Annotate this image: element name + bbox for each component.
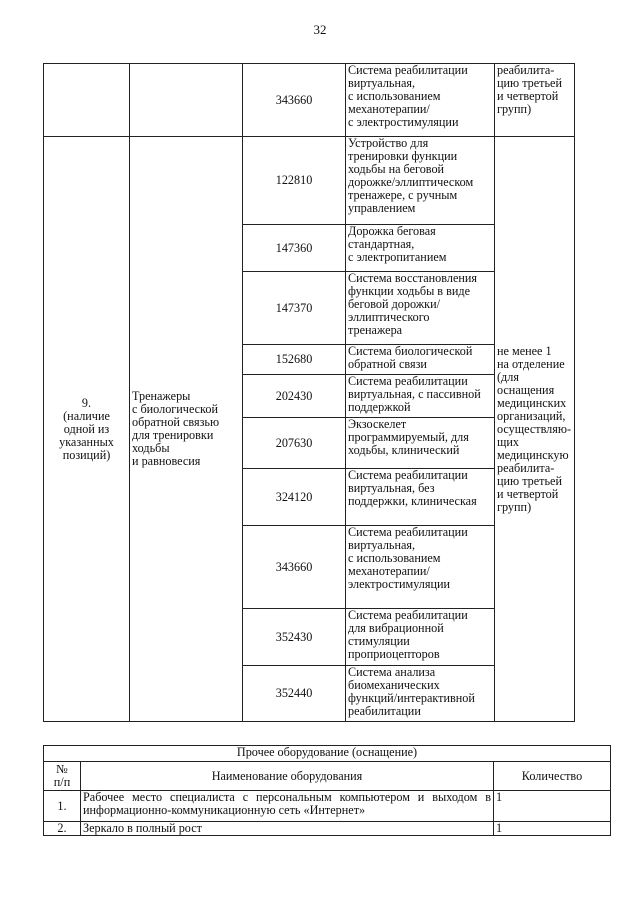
table-row — [44, 791, 611, 822]
other-equipment-table — [43, 745, 611, 836]
item-name-line: с использованием — [348, 89, 441, 103]
item-code: 207630 — [243, 418, 346, 469]
row-name: Рабочее место специалиста с персональным компьютером и выходом в информационно-коммуникационную сеть «Интернет» — [81, 791, 494, 822]
other-caption-row — [44, 746, 611, 762]
item-name-line: механотерапии/ — [348, 102, 430, 116]
item-name — [346, 225, 495, 272]
item-name-line: Система анализа — [348, 665, 436, 679]
table-row — [44, 137, 575, 225]
group-number-line: (наличие — [63, 408, 110, 423]
item-name-line: ходьбы, клинический — [348, 443, 460, 457]
item-name-line: виртуальная, — [348, 76, 416, 90]
item-name — [346, 418, 495, 469]
header-qty: Количество — [494, 762, 611, 791]
item-name-line: поддержки, клиническая — [348, 494, 477, 508]
item-name-line: тренажера — [348, 323, 403, 337]
item-name-line: Система реабилитации — [348, 374, 468, 388]
item-code: 343660 — [243, 526, 346, 609]
other-header-row — [44, 762, 611, 791]
item-quantity-line: цию третьей — [497, 76, 562, 90]
group-quantity — [495, 137, 575, 722]
group-quantity-line: и четвертой — [497, 486, 559, 501]
header-num-line2: п/п — [53, 775, 71, 789]
item-name-line: виртуальная, без — [348, 481, 435, 495]
item-name-line: Система реабилитации — [348, 608, 468, 622]
item-quantity-line: групп) — [497, 102, 532, 116]
item-code: 152680 — [243, 345, 346, 375]
item-name-line: с электропитанием — [348, 250, 447, 264]
item-quantity — [495, 64, 575, 137]
group-quantity-line: оснащения — [497, 382, 555, 397]
item-name-line: биомеханических — [348, 678, 440, 692]
page-number: 32 — [313, 22, 327, 37]
item-name-line: Дорожка беговая — [348, 224, 436, 238]
item-quantity-line: и четвертой — [497, 89, 559, 103]
item-code: 324120 — [243, 469, 346, 526]
group-number-line: 9. — [81, 395, 92, 410]
item-name-line: реабилитации — [348, 704, 421, 718]
item-name-line: стандартная, — [348, 237, 415, 251]
item-name-line: Система реабилитации — [348, 525, 468, 539]
item-name — [346, 375, 495, 418]
item-name-line: виртуальная, с пассивной — [348, 387, 481, 401]
group-number-line: указанных — [59, 434, 114, 449]
group-quantity-line: на отделение — [497, 356, 565, 371]
item-name-line: тренировки функции — [348, 149, 458, 163]
row-qty: 1 — [494, 791, 611, 822]
item-name-line: электростимуляции — [348, 577, 451, 591]
table-row — [44, 822, 611, 836]
group-type-line: ходьбы — [132, 441, 170, 455]
group-quantity-line: (для — [497, 369, 519, 384]
header-name: Наименование оборудования — [81, 762, 494, 791]
group-quantity-line: щих — [497, 434, 520, 449]
table-row — [44, 64, 575, 137]
group-quantity-line: групп) — [497, 499, 532, 514]
item-name-line: для вибрационной — [348, 621, 444, 635]
group-type-line: для тренировки — [132, 428, 214, 442]
item-name-line: виртуальная, — [348, 538, 416, 552]
group-quantity-line: не менее 1 — [497, 343, 552, 358]
group-quantity-line: осуществляю- — [497, 421, 572, 436]
item-name-line: программируемый, для — [348, 430, 469, 444]
item-name-line: эллиптического — [348, 310, 430, 324]
item-code: 122810 — [243, 137, 346, 225]
row-num: 2. — [44, 822, 81, 836]
item-name-line: с использованием — [348, 551, 441, 565]
item-name-line: дорожке/эллиптическом — [348, 175, 474, 189]
item-name — [346, 64, 495, 137]
group-number-line: позиций) — [62, 447, 111, 462]
other-table-caption: Прочее оборудование (оснащение) — [44, 746, 611, 762]
group-type-line: обратной связью — [132, 415, 220, 429]
group-quantity-line: медицинских — [497, 395, 567, 410]
item-code: 343660 — [243, 64, 346, 137]
item-name-line: Система реабилитации — [348, 63, 468, 77]
empty-cell — [44, 64, 130, 137]
empty-cell — [130, 64, 243, 137]
item-name-line: с электростимуляции — [348, 115, 459, 129]
item-name — [346, 609, 495, 666]
group-quantity-line: цию третьей — [497, 473, 562, 488]
item-name-line: обратной связи — [348, 357, 427, 371]
group-type-line: и равновесия — [132, 454, 201, 468]
group-quantity-line: медицинскую — [497, 447, 569, 462]
item-name-line: Система реабилитации — [348, 468, 468, 482]
group-quantity-line: реабилита- — [497, 460, 555, 475]
item-name-line: функций/интерактивной — [348, 691, 475, 705]
item-name-line: стимуляции — [348, 634, 410, 648]
item-code: 352430 — [243, 609, 346, 666]
group-type-line: Тренажеры — [132, 389, 191, 403]
item-name — [346, 345, 495, 375]
item-name-line: ходьбы на беговой — [348, 162, 445, 176]
item-code: 202430 — [243, 375, 346, 418]
row-num: 1. — [44, 791, 81, 822]
item-name — [346, 666, 495, 722]
item-code: 147360 — [243, 225, 346, 272]
item-name — [346, 469, 495, 526]
item-code: 147370 — [243, 272, 346, 345]
row-qty: 1 — [494, 822, 611, 836]
group-quantity-line: организаций, — [497, 408, 566, 423]
header-num-line1: № — [56, 762, 68, 776]
item-name-line: беговой дорожки/ — [348, 297, 441, 311]
item-name-line: тренажере, с ручным — [348, 188, 458, 202]
item-quantity-line: реабилита- — [497, 63, 555, 77]
header-num — [44, 762, 81, 791]
item-name-line: проприоцепторов — [348, 647, 440, 661]
item-code: 352440 — [243, 666, 346, 722]
item-name-line: механотерапии/ — [348, 564, 430, 578]
item-name-line: Система восстановления — [348, 271, 478, 285]
item-name — [346, 137, 495, 225]
item-name — [346, 526, 495, 609]
item-name-line: поддержкой — [348, 400, 411, 414]
item-name-line: Экзоскелет — [348, 417, 407, 431]
group-type — [130, 137, 243, 722]
group-number — [44, 137, 130, 722]
group-type-line: с биологической — [132, 402, 218, 416]
row-name: Зеркало в полный рост — [81, 822, 494, 836]
item-name — [346, 272, 495, 345]
group-number-line: одной из — [63, 421, 110, 436]
item-name-line: управлением — [348, 201, 416, 215]
item-name-line: Устройство для — [348, 136, 429, 150]
item-name-line: функции ходьбы в виде — [348, 284, 470, 298]
equipment-table — [43, 63, 575, 722]
item-name-line: Система биологической — [348, 344, 473, 358]
